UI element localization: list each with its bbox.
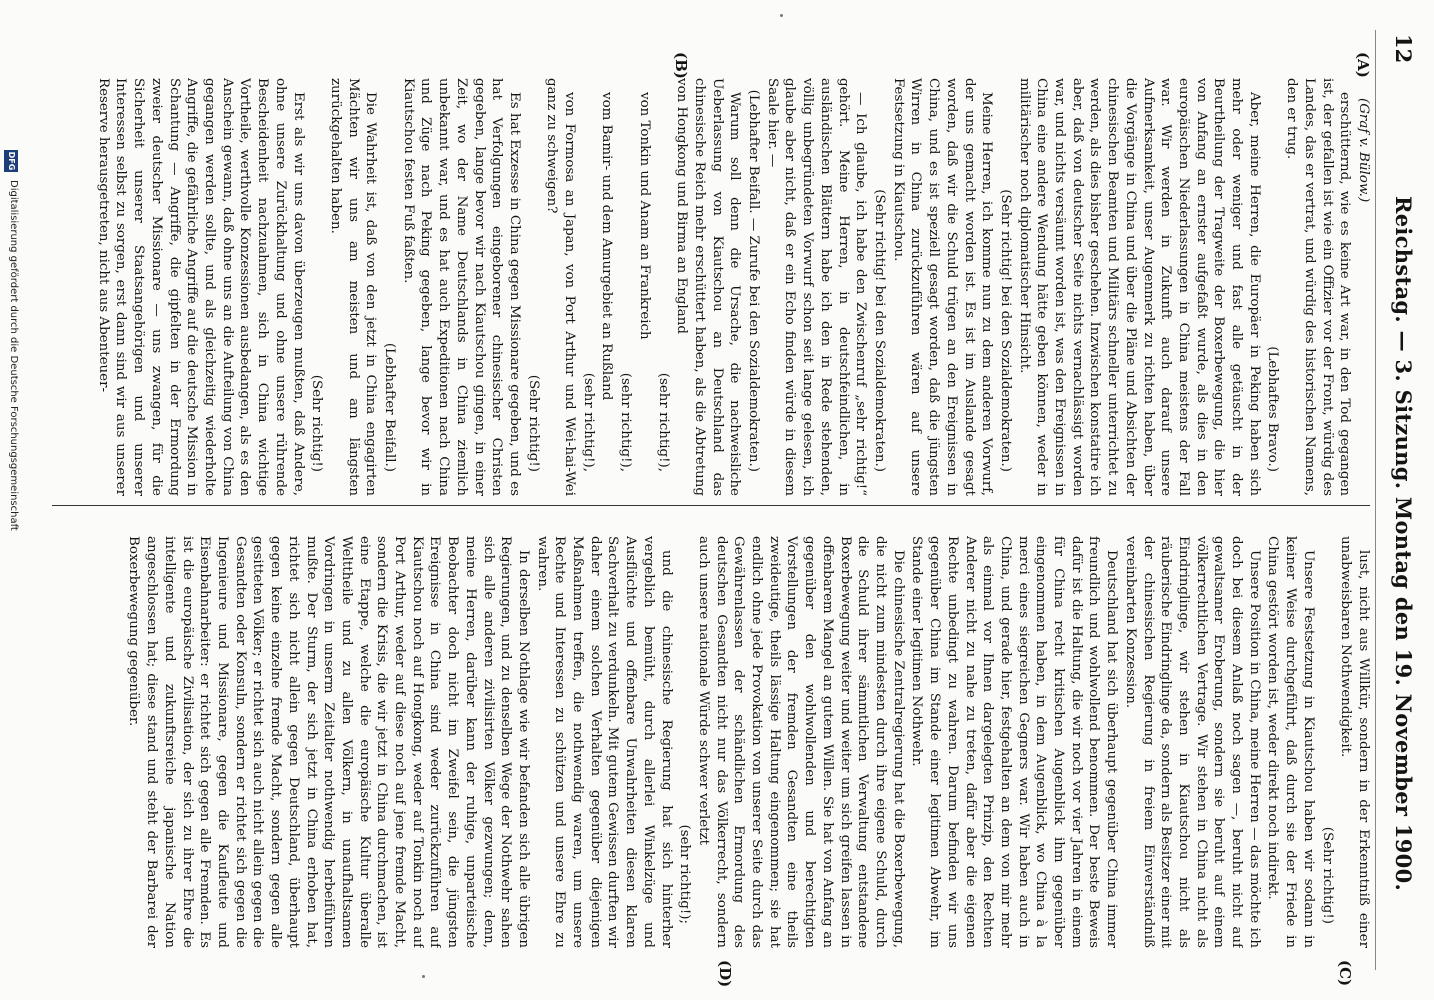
paragraph: erschütternd, wie es keine Art war, in den Tod gegangen ist, der gefallen ist wie ein Offizier vor der Front, würdig des Landes, das er vertrat, und würdig des historischen Namens, den er trug. xyxy=(1284,78,1353,496)
header-rule xyxy=(1375,30,1376,970)
paragraph: Unsere Festsetzung in Kiautschou haben wir sodann in keiner Weise durchgeführt, daß durch sie der Friede in China gestört worden ist, weder direkt noch indirekt. xyxy=(1265,536,1316,948)
paragraph: lust, nicht aus Willkür, sondern in der Erkenntniß einer unabweisbaren Nothwendigkeit. xyxy=(1338,536,1371,948)
reaction-note: (Sehr richtig! bei den Sozialdemokraten.) xyxy=(997,189,1013,472)
scan-speck xyxy=(780,14,783,17)
page-title: Reichstag. — 3. Sitzung. Montag den 19. November 1900. xyxy=(1391,196,1416,892)
paragraph: Unsere Position in China, meine Herren — das möchte ich doch bei diesem Anlaß noch sagen —, beruht nicht auf gewaltsamer Eroberung, sondern sie beruht auf einem völkerrechtlichen Vertrage. Wir stehen in China nicht als Eindringlinge, wir stehen in Kiautschou nicht als räuberische Eindringlinge da, sondern als Besitzer einer mit der chinesischen Regierung in freiem Einverständniß vereinbarten Konzession. xyxy=(1122,536,1262,948)
paragraph: Erst als wir uns davon überzeugen mußten, daß Andere, ohne unsere Zurückhaltung und ohne unsere rührende Bescheidenheit nachzuahmen, sich in China wichtige Vortheile, werthvolle Konzessionen ausbedangen, als es den Anschein gewann, daß ohne uns an die Aufteilung von China gegangen werden sollte, und als gleichzeitig wiederholte Angriffe, die gefährliche Angriffe auf die deutsche Mission in Schantung — Angriffe, die gipfelten in der Ermordung zweier deutscher Missionare — uns zwangen, für die Sicherheit unserer Staatsangehörigen und unserer Interessen selbst zu sorgen, erst dann sind wir aus unserer Reserve herausgetreten, nicht aus Abenteuer- xyxy=(95,78,306,496)
paragraph: und die chinesische Regierung hat sich hinterher vergeblich bemüht, durch allerlei Winkelzüge und Ausflüchte und offenbare Unwahrheiten diesen klaren Sachverhalt zu verdunkeln. Mit gutem Gewissen durften wir daher einem solchen Verhalten gegenüber diejenigen Maßnahmen treffen, die nothwendig waren, um unsere Rechte und Interessen zu schützen und unsere Ehre zu wahren. xyxy=(534,536,674,948)
left-text-column xyxy=(80,78,1372,496)
reaction-note: (sehr richtig!); xyxy=(677,824,693,924)
paragraph: von Formosa an Japan, von Port Arthur und Wei-hai-Wei ganz zu schweigen? xyxy=(544,78,578,496)
digitization-credit: Digitalisierung gefördert durch die Deutsche Forschungsgemeinschaft xyxy=(8,180,19,531)
page-header xyxy=(1376,26,1416,972)
paragraph: von Tonkin und Anam an Frankreich xyxy=(636,92,652,340)
reaction-note: (Sehr richtig! bei den Sozialdemokraten.) xyxy=(872,189,888,472)
paragraph: Aber, meine Herren, die Europäer in Peking haben sich mehr oder weniger und fast alle getäuscht in der Beurtheilung der Tragweite der Boxerbewegung, die hier von Anfang an ernster aufgefaßt wurde, als dies in den europäischen Niederlassungen in China meistens der Fall war. Wir werden in Zukunft auch darauf unsere Aufmerksamkeit, unser Augenmerk zu richten haben, über die Vorgänge in China und über die Pläne und Absichten der chinesischen Beamten und Militärs schneller unterrichtet zu werden, als dies bisher geschehen. Inzwischen konstatire ich aber, daß von deutscher Seite nichts vernachlässigt worden war, und nichts versäumt worden ist, was den Ereignissen in China eine andere Wendung hätte geben können, weder in militärischer noch diplomatischer Hinsicht. xyxy=(1016,78,1262,496)
paragraph: Meine Herren, ich komme nun zu dem anderen Vorwurf, der uns gemacht worden ist. Es ist im Auslande gesagt worden, daß wir die Schuld trügen an den Ereignissen in China, und es ist speziell gesagt worden, daß die jüngsten Wirren in China zurückzuführen wären auf unsere Festsetzung in Kiautschou. xyxy=(890,78,995,496)
reaction-note: (Lebhafter Beifall.) xyxy=(382,342,398,472)
paragraph: Warum soll denn die Ursache, die nachweisliche Ueberlassung von Kiautschou an Deutschland das chinesische Reich mehr erschüttert haben, als die Abtretung von Hongkong und Birma an England xyxy=(674,78,743,496)
dfg-logo: DFG xyxy=(4,150,18,172)
reaction-note: (sehr richtig!), xyxy=(655,372,671,472)
speaker-label: (Graf v. Bülow.) xyxy=(1356,98,1371,203)
paragraph: In derselben Nothlage wie wir befanden sich alle übrigen Regierungen, und zu denselben Wege der Nothwehr sahen sich alle anderen zivilisirten Völker gezwungen; denn, meine Herren, darüber kann der ruhige, unparteiische Beobachter doch nicht im Zweifel sein, die jüngsten Ereignisse in China sind weder zurückzuführen auf Kiautschou noch auf Hongkong, weder auf Tonkin noch auf Port Arthur, weder auf diese noch auf jene fremde Macht, sondern die Krisis, die wir jetzt in China durchmachen, ist eine Etappe, welche die europäische Kultur überalle Welttheile und zu allen Völkern, in unaufhaltsamen Vordringen in unserm Zeitalter nothwendig herbeiführen mußte. Der Sturm, der sich jetzt in China erhoben hat, richtet sich nicht allein gegen Deutschland, überhaupt gegen keine einzelne fremde Macht, sondern gegen alle gesitteten Völker; er richtet sich auch nicht allein gegen die Gesandten oder Konsuln, sondern er richtet sich gegen die Ingenieure und Missionare, gegen die Kaufleute und Eisenbahnarbeiter: er richtet sich gegen alle Fremden. Es ist die europäische Zivilisation, der sich zu ihrer Ehre die intelligente und zukunftsreiche japanische Nation angeschlossen hat; diese stand und steht der Barbarei der Boxerbewegung gegenüber. xyxy=(126,536,531,948)
reaction-note: (Lebhaftes Bravo.) xyxy=(1265,346,1281,472)
reaction-note: (Lebhafter Beifall. — Zurufe bei den Sozialdemokraten.) xyxy=(746,89,762,472)
paragraph: Deutschland hat sich überhaupt gegenüber China immer freundlich und wohlwollend benommen. Der beste Beweis dafür ist die Haltung, die wir noch vor vier Jahren in einem für China recht kritischen Augenblick ihm gegenüber eingenommen haben, in dem Augenblick, wo China à la merci eines siegreichen Gegners war. Wir haben auch in China, und gerade hier, festgehalten an dem von mir mehr als einmal vor Ihnen dargelegten Prinzip, den Rechten Anderer nicht zu nahe zu treten, dafür aber die eigenen Rechte unbedingt zu wahren. Darum befinden wir uns gegenüber China im Stande einer legitimen Abwehr, im Stande einer legitimen Nothwehr. xyxy=(909,536,1120,948)
right-text-column xyxy=(80,536,1372,948)
paragraph: Die chinesische Zentralregierung hat die Boxerbewegung, die nicht zum mindesten durch ihre eigene Schuld, durch die Schuld ihrer sämmtlichen Verwaltung entstandene Boxerbewegung weiter und weiter um sich greifen lassen in offenbarem Mangel an gutem Willen. Sie hat von Anfang an gegenüber den wohlwollenden und berechtigten Vorstellungen der fremden Gesandten eine theils zweideutige, theils lässige Haltung eingenommen; sie hat endlich ohne jede Provokation von unserer Seite durch das Gewährenlassen der schändlichen Ermordung des deutschen Gesandten nicht nur das Völkerrecht, sondern auch unsere nationale Würde schwer verletzt xyxy=(695,536,906,948)
margin-marker-b: (B) xyxy=(672,52,690,79)
reaction-note: (sehr richtig!), xyxy=(580,372,596,472)
reaction-note: (sehr richtig!), xyxy=(618,372,634,472)
margin-marker-a: (A) xyxy=(1354,52,1372,78)
margin-marker-c: (C) xyxy=(1336,960,1354,987)
column-divider xyxy=(52,505,1370,506)
paragraph: vom Bamir- und dem Amurgebiet an Rußland xyxy=(599,92,615,401)
reaction-note: (Sehr richtig!) xyxy=(1319,826,1335,924)
margin-marker-d: (D) xyxy=(716,960,734,988)
paragraph: Es hat Exzesse in China gegen Missionare gegeben, und es hat Verfolgungen eingeborener chinesischer Christen gegeben, lange bevor wir nach Kiautschou gingen, in einer Zeit, wo der Name Deutschlands in China ziemlich unbekannt war, und es hat auch Expeditionen nach China und Züge nach Peking gegeben, lange bevor wir in Kiautschou festen Fuß faßten. xyxy=(400,78,522,496)
paragraph: — Ich glaube, ich habe den Zwischenruf „sehr richtig!“ gehört. Meine Herren, in deutschfeindlichen, in ausländischen Blättern habe ich den in Rede stehenden, völlig unbegründeten Vorwurf schon seit lange gelesen, ich glaube aber nicht, daß er ein Echo finden würde in diesem Saale hier. — xyxy=(764,78,869,496)
reaction-note: (Sehr richtig!) xyxy=(309,374,325,472)
page-number: 12 xyxy=(1391,34,1416,64)
reaction-note: (Sehr richtig!) xyxy=(525,374,541,472)
paragraph: Die Wahrheit ist, daß von den jetzt in China engagirten Mächten wir uns am meisten und am längsten zurückgehalten haben. xyxy=(327,78,379,496)
scan-speck xyxy=(422,975,425,978)
